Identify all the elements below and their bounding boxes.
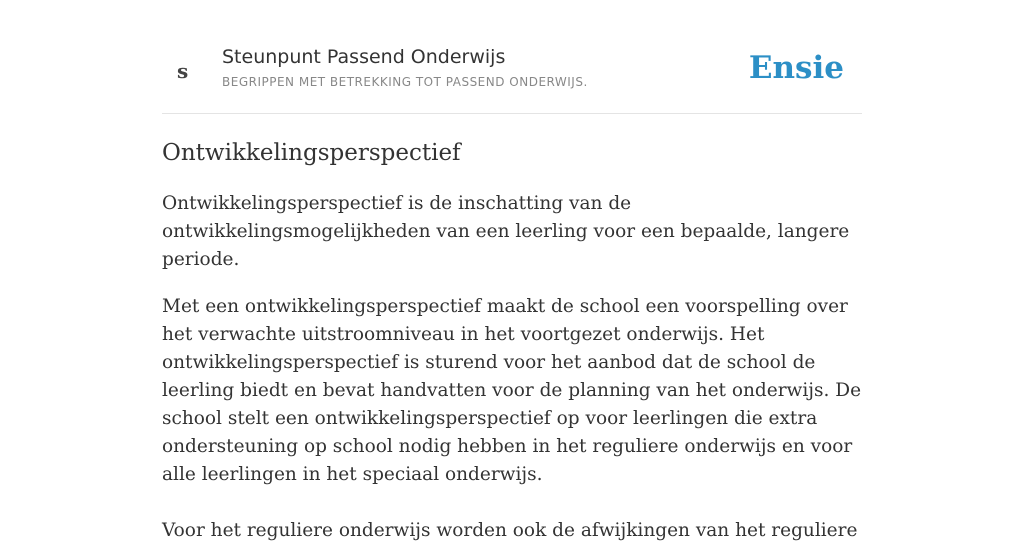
body-paragraph: Met een ontwikkelingsperspectief maakt de school een voorspelling over het verwachte uitstroomniveau in het voortgezet onderwijs. Het ontwikkelingsperspectief is sturend voor het aanbod dat de school de leerling biedt en bevat handvatten voor de planning van het onderwijs. De school stelt een ontwikkelingsperspectief op voor leerlingen die extra ondersteuning op school nodig hebben in het reguliere onderwijs en voor alle leerlingen in het speciaal onderwijs. [162,296,862,485]
publisher-logo-icon[interactable]: s [177,59,189,83]
publisher-subtitle: BEGRIPPEN MET BETREKKING TOT PASSEND ONDERWIJS. [222,75,588,89]
definition-paragraph: Ontwikkelingsperspectief is de inschatting van de ontwikkelingsmogelijkheden van een leerling voor een bepaalde, langere periode. [162,193,850,270]
page-title: Ontwikkelingsperspectief [162,140,461,166]
site-header [162,0,862,114]
body-paragraph: Voor het reguliere onderwijs worden ook de afwijkingen van het reguliere [162,520,858,541]
article [162,136,862,545]
publisher-title[interactable]: Steunpunt Passend Onderwijs [222,46,506,68]
ensie-logo[interactable]: Ensie [748,50,844,86]
